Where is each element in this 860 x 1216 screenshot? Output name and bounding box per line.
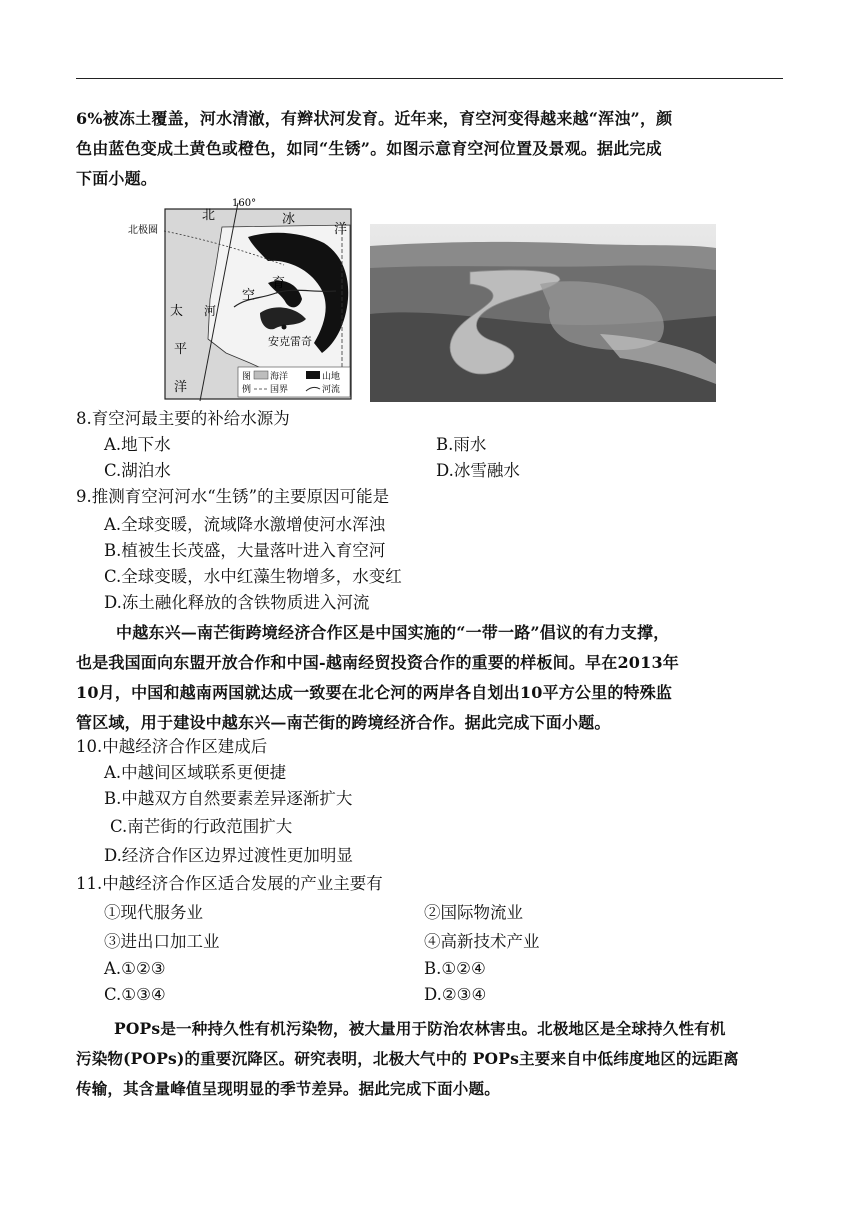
ocean-north-3: 洋	[334, 222, 348, 237]
q9-option-b[interactable]: B.植被生长茂盛，大量落叶进入育空河	[104, 541, 386, 560]
q8-option-a[interactable]: A.地下水	[104, 435, 171, 454]
q10-option-c[interactable]: C.南芒街的行政范围扩大	[110, 817, 293, 836]
q8-option-c[interactable]: C.湖泊水	[104, 461, 171, 480]
q9-option-c[interactable]: C.全球变暖，水中红藻生物增多，水变红	[104, 567, 402, 586]
longitude-label: 160°	[232, 198, 257, 209]
q9-option-a[interactable]: A.全球变暖，流域降水激增使河水浑浊	[104, 515, 386, 534]
passage3-line-2: 污染物(POPs)的重要沉降区。研究表明，北极大气中的 POPs主要来自中低纬度地区的远距离	[76, 1049, 739, 1068]
q11-statement-4: ④高新技术产业	[424, 932, 540, 951]
legend-title-1: 图	[242, 372, 252, 382]
q10-option-b[interactable]: B.中越双方自然要素差异逐渐扩大	[104, 789, 353, 808]
passage2-line-1: 中越东兴—南芒街跨境经济合作区是中国实施的“一带一路”倡议的有力支撑，	[116, 623, 670, 642]
legend-title-2: 例	[242, 385, 252, 395]
passage-3	[76, 1014, 784, 1104]
ocean-pacific-1: 太	[170, 304, 184, 319]
passage-2	[76, 618, 784, 738]
passage2-line-3: 10月，中国和越南两国就达成一致要在北仑河的两岸各自划出10平方公里的特殊监	[76, 683, 673, 702]
q8-stem: 8.育空河最主要的补给水源为	[76, 409, 290, 428]
legend-river-label: 河流	[322, 385, 341, 395]
legend-ocean-swatch	[254, 371, 268, 379]
city-label: 安克雷奇	[268, 335, 312, 348]
legend-mountain-label: 山地	[322, 372, 341, 382]
river-name-1: 育	[272, 276, 286, 291]
ocean-pacific-2: 平	[174, 342, 188, 357]
q8-option-d[interactable]: D.冰雪融水	[436, 461, 520, 480]
passage3-line-1: POPs是一种持久性有机污染物，被大量用于防治农林害虫。北极地区是全球持久性有机	[114, 1019, 726, 1038]
legend-mountain-swatch	[306, 371, 320, 379]
q9-stem: 9.推测育空河河水“生锈”的主要原因可能是	[76, 487, 390, 506]
q11-statement-3: ③进出口加工业	[104, 932, 220, 951]
river-name-3: 河	[204, 304, 217, 318]
q10-option-d[interactable]: D.经济合作区边界过渡性更加明显	[104, 846, 353, 865]
intro-line-3: 下面小题。	[76, 169, 158, 188]
q11-stem: 11.中越经济合作区适合发展的产业主要有	[76, 874, 383, 893]
river-name-2: 空	[242, 288, 256, 303]
ocean-pacific-3: 洋	[174, 380, 188, 395]
passage2-line-2: 也是我国面向东盟开放合作和中国-越南经贸投资合作的重要的样板间。早在2013年	[76, 653, 679, 672]
q11-option-d[interactable]: D.②③④	[424, 985, 487, 1004]
legend-ocean-label: 海洋	[270, 372, 289, 382]
city-dot	[282, 325, 287, 330]
q11-statement-2: ②国际物流业	[424, 903, 523, 922]
q11-option-b[interactable]: B.①②④	[424, 959, 486, 978]
header-rule	[76, 78, 783, 79]
legend-border-label: 国界	[270, 385, 289, 395]
yukon-river-map	[128, 198, 354, 401]
passage2-line-4: 管区域，用于建设中越东兴—南芒街的跨境经济合作。据此完成下面小题。	[76, 713, 611, 732]
intro-line-2: 色由蓝色变成土黄色或橙色，如同“生锈”。如图示意育空河位置及景观。据此完成	[76, 139, 662, 158]
q11-statement-1: ①现代服务业	[104, 903, 203, 922]
intro-line-1: 6%被冻土覆盖，河水清澈，有辫状河发育。近年来，育空河变得越来越“浑浊”，颜	[76, 109, 673, 128]
ocean-north-1: 北	[202, 208, 216, 223]
ocean-north-2: 冰	[282, 212, 296, 227]
q10-option-a[interactable]: A.中越间区域联系更便捷	[104, 763, 287, 782]
intro-paragraph	[76, 104, 784, 194]
q9-option-d[interactable]: D.冻土融化释放的含铁物质进入河流	[104, 593, 370, 612]
q10-stem: 10.中越经济合作区建成后	[76, 737, 268, 756]
q11-option-c[interactable]: C.①③④	[104, 985, 166, 1004]
passage3-line-3: 传输，其含量峰值呈现明显的季节差异。据此完成下面小题。	[76, 1079, 500, 1098]
q8-option-b[interactable]: B.雨水	[436, 435, 487, 454]
arctic-circle-label: 北极圈	[128, 225, 158, 236]
yukon-river-photo	[370, 224, 716, 402]
q11-option-a[interactable]: A.①②③	[104, 959, 166, 978]
